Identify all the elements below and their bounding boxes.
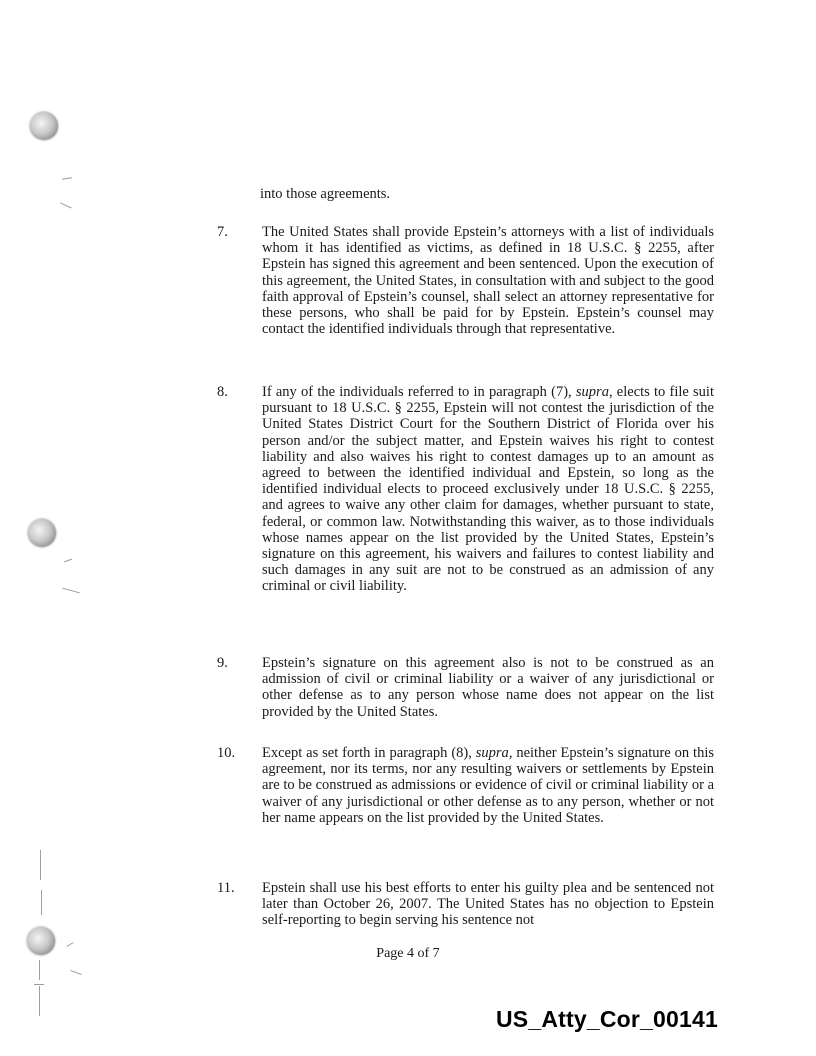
paragraph-number: 8. bbox=[217, 384, 228, 400]
paragraph-number: 11. bbox=[217, 880, 235, 896]
paragraph-text: Epstein shall use his best efforts to enter his guilty plea and be sentenced not later than October 26, 2007. The United States has no objection to Epstein self-reporting to begin serving his sentence not bbox=[262, 880, 714, 929]
italic-supra: supra bbox=[475, 745, 509, 761]
italic-supra: supra bbox=[575, 384, 609, 400]
scan-artifact bbox=[60, 203, 71, 209]
punch-hole-top bbox=[30, 112, 58, 140]
continued-text-fragment: into those agreements. bbox=[260, 186, 391, 202]
scan-artifact bbox=[64, 559, 72, 563]
scan-artifact bbox=[40, 850, 41, 880]
paragraph-number: 10. bbox=[217, 745, 236, 761]
paragraph-text: Epstein’s signature on this agreement also is not to be construed as an admission of civil or criminal liability or a waiver of any jurisdictional or other defense as to any person whose name does not appear on the list provided by the United States. bbox=[262, 655, 714, 720]
scan-artifact bbox=[39, 986, 40, 1016]
punch-hole-middle bbox=[28, 519, 56, 547]
paragraph-number: 9. bbox=[217, 655, 228, 671]
paragraph-text-part: If any of the individuals referred to in paragraph (7), bbox=[262, 384, 576, 400]
paragraph-number: 7. bbox=[217, 224, 228, 240]
scan-artifact bbox=[62, 177, 72, 179]
paragraph-text bbox=[262, 745, 714, 826]
bates-number: US_Atty_Cor_00141 bbox=[495, 1006, 718, 1032]
paragraph-text-part: , elects to file suit pursuant to 18 U.S.C. § 2255, Epstein will not contest the jurisdiction of the United States District Court for the Southern District of Florida over his person and/or the subject matter, and Epstein waives his right to contest liability and also waives his right to contest damages up to an amount as agreed to between the identified individual and Epstein, so long as the identified individual elects to proceed exclusively under 18 U.S.C. § 2255, and agrees to waive any other claim for damages, whether pursuant to state, federal, or common law. Notwithstanding this waiver, as to those individuals whose names appear on the list provided by the United States, Epstein’s signature on this agreement, his waivers and failures to contest liability and such damages in any suit are not to be construed as an admission of any criminal or civil liability. bbox=[262, 384, 714, 595]
paragraph-text bbox=[262, 384, 714, 595]
scan-artifact bbox=[34, 984, 44, 985]
scan-artifact bbox=[41, 890, 42, 915]
page-number-footer: Page 4 of 7 bbox=[376, 946, 440, 961]
paragraph-text-part: , neither Epstein’s signature on this agreement, nor its terms, nor any resulting waivers or settlements by Epstein are to be construed as admissions or evidence of civil or criminal liability or a waiver of any jurisdictional or other defense as to any person, whether or not her name appears on the list provided by the United States. bbox=[262, 745, 714, 826]
scan-artifact bbox=[39, 960, 40, 980]
paragraph-text-part: Except as set forth in paragraph (8), bbox=[262, 745, 476, 761]
scan-artifact bbox=[70, 970, 82, 975]
scan-artifact bbox=[62, 588, 80, 594]
paragraph-text: The United States shall provide Epstein’s attorneys with a list of individuals whom it has identified as victims, as defined in 18 U.S.C. § 2255, after Epstein has signed this agreement and been sentenced. Upon the execution of this agreement, the United States, in consultation with and subject to the good faith approval of Epstein’s counsel, shall select an attorney representative for these persons, who shall be paid for by Epstein. Epstein’s counsel may contact the identified individuals through that representative. bbox=[262, 224, 714, 338]
